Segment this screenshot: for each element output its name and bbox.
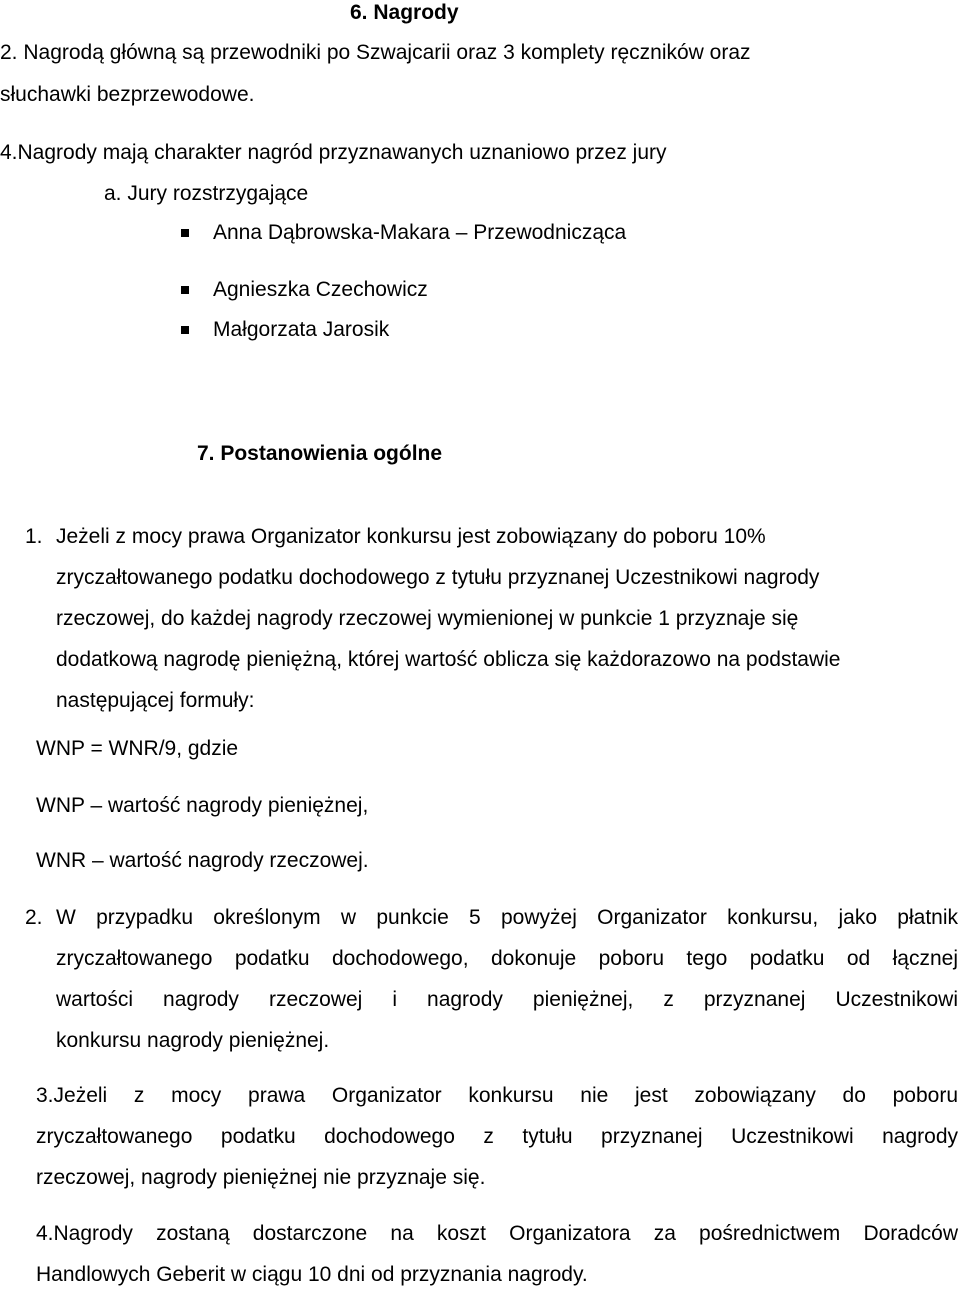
formula: WNP = WNR/9, gdzie	[36, 737, 239, 760]
paragraph-4-line: Handlowych Geberit w ciągu 10 dni od przyznania nagrody.	[36, 1263, 588, 1286]
paragraph-2-line: konkursu nagrody pieniężnej.	[56, 1029, 330, 1052]
bullet-icon	[181, 326, 189, 334]
paragraph-1-line: Jeżeli z mocy prawa Organizator konkursu jest zobowiązany do poboru 10%	[56, 525, 766, 548]
section-heading-6: 6. Nagrody	[350, 1, 459, 24]
bullet-icon	[181, 286, 189, 294]
jury-subheading: a. Jury rozstrzygające	[104, 182, 309, 205]
prize-item-2-line2: słuchawki bezprzewodowe.	[0, 83, 255, 106]
paragraph-2-line: zryczałtowanego podatku dochodowego, dokonuje poboru tego podatku od łącznej	[56, 947, 958, 970]
paragraph-1-line: zryczałtowanego podatku dochodowego z tytułu przyznanej Uczestnikowi nagrody	[56, 566, 820, 589]
paragraph-2-line: W przypadku określonym w punkcie 5 powyżej Organizator konkursu, jako płatnik	[56, 906, 958, 929]
paragraph-number: 2.	[25, 906, 43, 929]
paragraph-1-line: rzeczowej, do każdej nagrody rzeczowej wymienionej w punkcie 1 przyznaje się	[56, 607, 799, 630]
jury-member: Małgorzata Jarosik	[213, 318, 390, 341]
prize-item-2-line1: 2. Nagrodą główną są przewodniki po Szwajcarii oraz 3 komplety ręczników oraz	[0, 41, 751, 64]
paragraph-1-line: następującej formuły:	[56, 689, 255, 712]
paragraph-2-line: wartości nagrody rzeczowej i nagrody pieniężnej, z przyznanej Uczestnikowi	[56, 988, 958, 1011]
paragraph-4-line: 4.Nagrody zostaną dostarczone na koszt Organizatora za pośrednictwem Doradców	[36, 1222, 958, 1245]
section-heading-7: 7. Postanowienia ogólne	[197, 442, 443, 465]
paragraph-1-line: dodatkową nagrodę pieniężną, której wartość oblicza się każdorazowo na podstawie	[56, 648, 841, 671]
definition-wnp: WNP – wartość nagrody pieniężnej,	[36, 794, 369, 817]
paragraph-3-line: 3.Jeżeli z mocy prawa Organizator konkursu nie jest zobowiązany do poboru	[36, 1084, 958, 1107]
jury-member: Agnieszka Czechowicz	[213, 278, 428, 301]
bullet-icon	[181, 229, 189, 237]
definition-wnr: WNR – wartość nagrody rzeczowej.	[36, 849, 369, 872]
paragraph-number: 1.	[25, 525, 43, 548]
jury-member: Anna Dąbrowska-Makara – Przewodnicząca	[213, 221, 627, 244]
paragraph-3-line: zryczałtowanego podatku dochodowego z tytułu przyznanej Uczestnikowi nagrody	[36, 1125, 958, 1148]
paragraph-3-line: rzeczowej, nagrody pieniężnej nie przyznaje się.	[36, 1166, 486, 1189]
prize-item-4: 4.Nagrody mają charakter nagród przyznawanych uznaniowo przez jury	[0, 141, 667, 164]
